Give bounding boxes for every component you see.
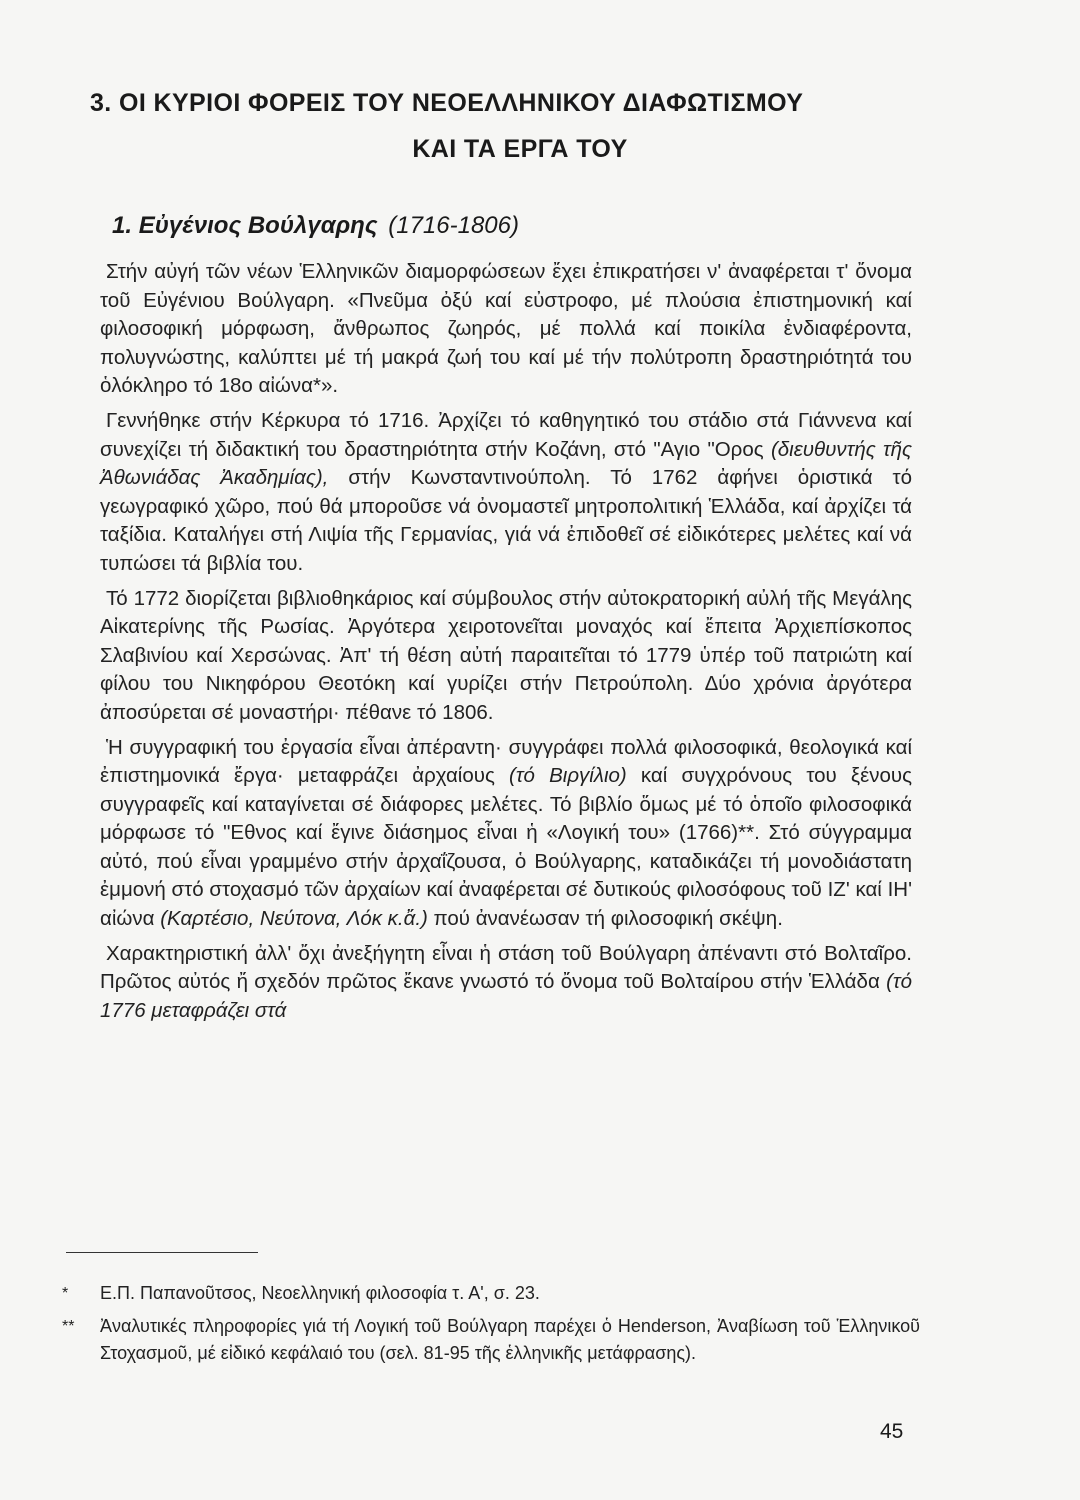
paragraph-2-text-b: στήν Κωνσταντινούπολη. Τό 1762 ἀφήνει ὁριστικά τό γεωγραφικό χῶρο, πού θά μποροῦσε νά ὀνομαστεῖ μητροπολιτική Ἑλλάδα, καί ἀρχίζει τά ταξίδια. Καταλήγει στή Λιψία τῆς Γερμανίας, γιά νά ἐπιδοθεῖ σέ εἰδικότερες μελέτες καί νά τυπώσει τά βιβλία του. [100,466,912,575]
footnote-2-mark: ** [62,1318,75,1335]
paragraph-1 [100,258,912,401]
chapter-title-line-2: ΚΑΙ ΤΑ ΕΡΓΑ ΤΟΥ [412,135,628,163]
footnote-1-text: Ε.Π. Παπανοῦτσος, Νεοελληνική φιλοσοφία τ. Α', σ. 23. [100,1283,540,1303]
footnote-2 [62,1313,920,1367]
paragraph-1-text: Στήν αὐγή τῶν νέων Ἑλληνικῶν διαμορφώσεων ἔχει ἐπικρατήσει ν' ἀναφέρεται τ' ὄνομα τοῦ Εὐγένιου Βούλγαρη. «Πνεῦμα ὀξύ καί εὐστροφο, μέ πλούσια ἐπιστημονική καί φιλοσοφική μόρφωση, ἄνθρωπος ζωηρός, μέ πολλά καί ποικίλα ἐνδιαφέροντα, πολυγνώστης, καλύπτει μέ τή μακρά ζωή του καί μέ τήν πολύτροπη δραστηριότητά του ὁλόκληρο τό 18ο αἰώνα*». [100,260,912,398]
paragraph-4 [100,734,912,934]
chapter-title [90,80,910,172]
section-years: (1716-1806) [388,212,519,239]
paragraph-4-text-b: καί συγχρόνους του ξένους συγγραφεῖς καί καταγίνεται σέ διάφορες μελέτες. Τό βιβλίο ὅμως μέ τό ὁποῖο φιλοσοφικά μόρφωσε τό "Εθνος καί ἔγινε διάσημος εἶναι ἡ «Λογική του» (1766)**. Στό σύγγραμμα αὐτό, πού εἶναι γραμμένο στήν ἀρχαΐζουσα, ὁ Βούλγαρης, καταδικάζει τή μονοδιάστατη ἐμμονή στό στοχασμό τῶν ἀρχαίων καί ἀναφέρεται σέ δυτικούς φιλοσόφους τοῦ ΙΖ' καί ΙΗ' αἰώνα [100,764,912,931]
paragraph-4-italic-2: (Καρτέσιο, Νεύτονα, Λόκ κ.ἄ.) [160,907,428,931]
footnotes [62,1280,920,1373]
section-number: 1. [112,212,133,239]
paragraph-2 [100,407,912,579]
paragraph-4-italic-1: (τό Βιργίλιο) [509,764,627,788]
page-number: 45 [880,1420,904,1443]
paragraph-4-text-c: πού ἀνανέωσαν τή φιλοσοφική σκέψη. [433,907,783,931]
paragraph-4-text-a: Ἡ συγγραφική του ἐργασία εἶναι ἀπέραντη· συγγράφει πολλά φιλοσοφικά, θεολογικά καί ἐπιστημονικά ἔργα· μεταφράζει ἀρχαίους [100,735,912,788]
paragraph-2-italic: (διευθυντής τῆς Ἀθωνιάδας Ἀκαδημίας), [100,437,913,490]
paragraph-5 [100,940,912,1026]
chapter-title-line-1: 3. ΟΙ ΚΥΡΙΟΙ ΦΟΡΕΙΣ ΤΟΥ ΝΕΟΕΛΛΗΝΙΚΟΥ ΔΙΑΦΩΤΙΣΜΟΥ [90,89,804,117]
paragraph-3 [100,585,912,728]
footnote-1 [62,1280,920,1307]
footnote-1-mark: * [62,1285,69,1302]
footnote-2-text: Ἀναλυτικές πληροφορίες γιά τή Λογική τοῦ Βούλγαρη παρέχει ὁ Henderson, Ἀναβίωση τοῦ Ἑλληνικοῦ Στοχασμοῦ, μέ εἰδικό κεφάλαιό του (σελ. 81-95 τῆς ἑλληνικῆς μετάφρασης). [100,1316,920,1363]
paragraph-5-text-a: Χαρακτηριστική ἀλλ' ὄχι ἀνεξήγητη εἶναι ἡ στάση τοῦ Βούλγαρη ἀπέναντι στό Βολταῖρο. Πρῶτος αὐτός ἤ σχεδόν πρῶτος ἔκανε γνωστό τό ὄνομα τοῦ Βολταίρου στήν Ἑλλάδα [100,941,912,994]
paragraph-2-text-a: Γεννήθηκε στήν Κέρκυρα τό 1716. Ἀρχίζει τό καθηγητικό του στάδιο στά Γιάννενα καί συνεχίζει τή διδακτική του δραστηριότητα στήν Κοζάνη, στό "Αγιο "Ορος [100,408,912,461]
paragraph-3-text: Τό 1772 διορίζεται βιβλιοθηκάριος καί σύμβουλος στήν αὐτοκρατορική αὐλή τῆς Μεγάλης Αἰκατερίνης τῆς Ρωσίας. Ἀργότερα χειροτονεῖται μοναχός καί ἔπειτα Ἀρχιεπίσκοπος Σλαβινίου καί Χερσώνας. Ἀπ' τή θέση αὐτή παραιτεῖται τό 1779 ὑπέρ τοῦ πατριώτη καί φίλου του Νικηφόρου Θεοτόκη καί γυρίζει στήν Πετρούπολη. Δύο χρόνια ἀργότερα ἀποσύρεται σέ μοναστήρι· πέθανε τό 1806. [100,586,912,724]
footnote-divider [66,1252,258,1253]
section-name: Εὐγένιος Βούλγαρης [138,212,378,239]
section-heading [112,212,519,240]
paragraph-5-italic: (τό 1776 μεταφράζει στά [100,970,913,1022]
body-text [100,258,912,1031]
